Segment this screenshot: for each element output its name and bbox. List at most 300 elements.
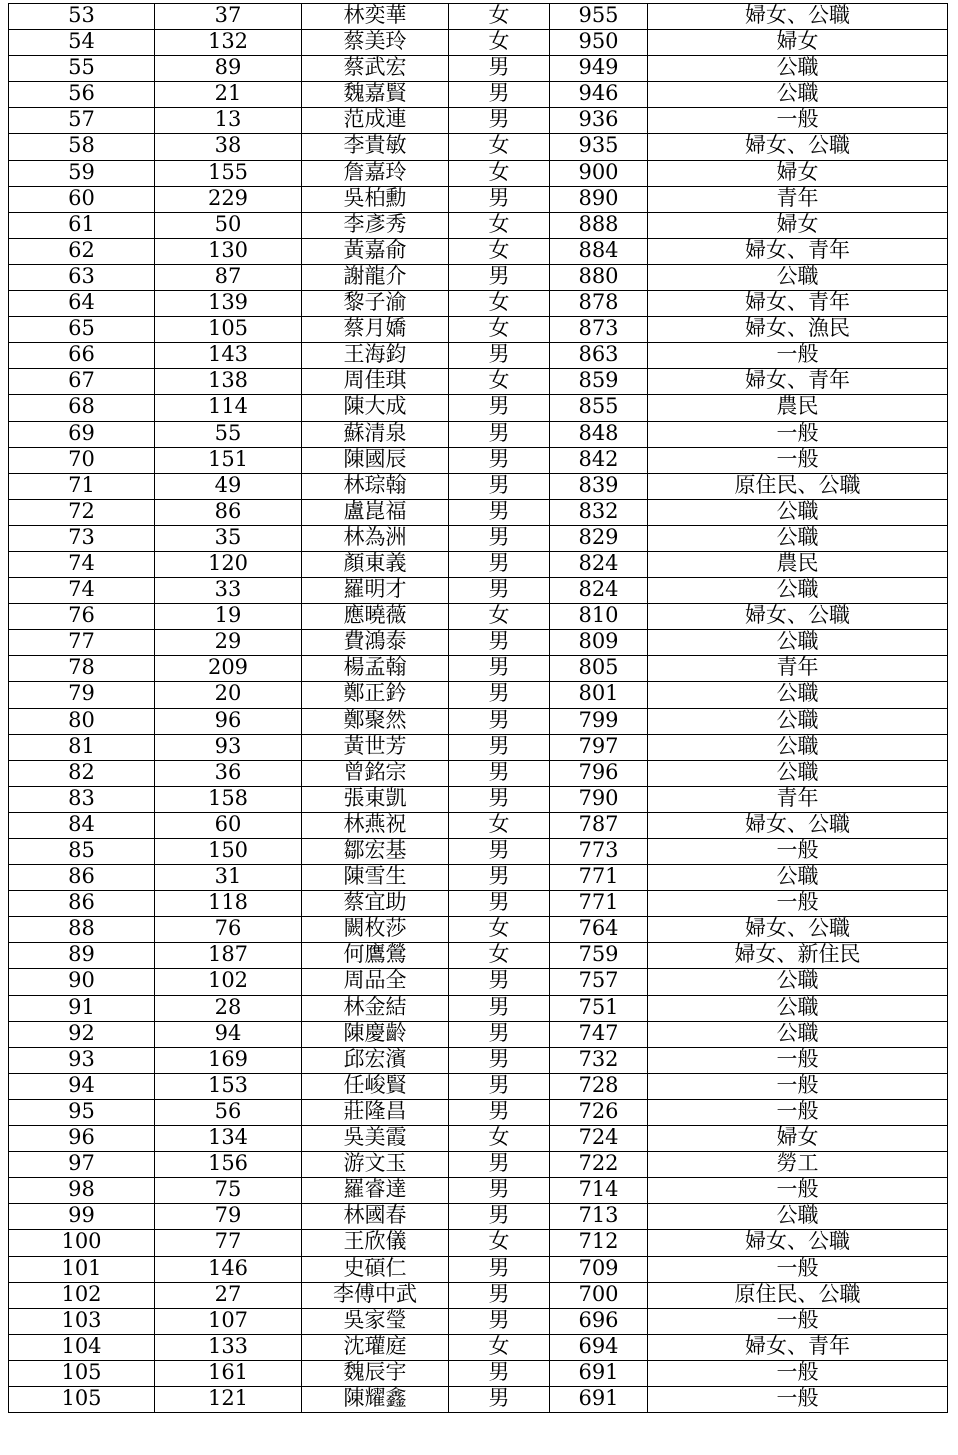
score-cell: 950 <box>550 30 648 56</box>
number-cell: 37 <box>155 4 302 30</box>
score-cell: 790 <box>550 786 648 812</box>
name-cell: 費鴻泰 <box>302 630 449 656</box>
name-cell: 林國春 <box>302 1204 449 1230</box>
name-cell: 李彥秀 <box>302 212 449 238</box>
number-cell: 153 <box>155 1073 302 1099</box>
table-row <box>9 1021 948 1047</box>
rank-cell: 70 <box>9 447 155 473</box>
rank-cell: 71 <box>9 473 155 499</box>
table-row <box>9 551 948 577</box>
name-cell: 魏嘉賢 <box>302 82 449 108</box>
table-row <box>9 917 948 943</box>
name-cell: 周佳琪 <box>302 369 449 395</box>
gender-cell: 女 <box>449 1334 550 1360</box>
rank-cell: 93 <box>9 1047 155 1073</box>
score-cell: 799 <box>550 708 648 734</box>
category-cell: 公職 <box>648 969 948 995</box>
score-cell: 824 <box>550 551 648 577</box>
name-cell: 游文玉 <box>302 1152 449 1178</box>
number-cell: 187 <box>155 943 302 969</box>
gender-cell: 男 <box>449 578 550 604</box>
category-cell: 婦女 <box>648 1126 948 1152</box>
gender-cell: 女 <box>449 943 550 969</box>
table-row <box>9 734 948 760</box>
table-row <box>9 1230 948 1256</box>
score-cell: 863 <box>550 343 648 369</box>
name-cell: 林為洲 <box>302 525 449 551</box>
table-row <box>9 604 948 630</box>
score-cell: 880 <box>550 264 648 290</box>
score-cell: 732 <box>550 1047 648 1073</box>
rank-cell: 80 <box>9 708 155 734</box>
score-cell: 900 <box>550 160 648 186</box>
table-row <box>9 1308 948 1334</box>
name-cell: 黎子渝 <box>302 291 449 317</box>
ranking-table-body <box>9 4 948 1413</box>
gender-cell: 男 <box>449 839 550 865</box>
number-cell: 13 <box>155 108 302 134</box>
score-cell: 696 <box>550 1308 648 1334</box>
score-cell: 694 <box>550 1334 648 1360</box>
score-cell: 839 <box>550 473 648 499</box>
name-cell: 吳家瑩 <box>302 1308 449 1334</box>
category-cell: 婦女、公職 <box>648 812 948 838</box>
gender-cell: 男 <box>449 969 550 995</box>
category-cell: 公職 <box>648 525 948 551</box>
table-row <box>9 1152 948 1178</box>
category-cell: 青年 <box>648 186 948 212</box>
category-cell: 婦女、青年 <box>648 238 948 264</box>
name-cell: 顏東義 <box>302 551 449 577</box>
score-cell: 946 <box>550 82 648 108</box>
category-cell: 婦女 <box>648 212 948 238</box>
category-cell: 公職 <box>648 82 948 108</box>
name-cell: 楊孟翰 <box>302 656 449 682</box>
rank-cell: 57 <box>9 108 155 134</box>
score-cell: 888 <box>550 212 648 238</box>
gender-cell: 男 <box>449 760 550 786</box>
category-cell: 一般 <box>648 1073 948 1099</box>
table-row <box>9 656 948 682</box>
number-cell: 120 <box>155 551 302 577</box>
gender-cell: 男 <box>449 82 550 108</box>
category-cell: 農民 <box>648 551 948 577</box>
gender-cell: 男 <box>449 1256 550 1282</box>
category-cell: 一般 <box>648 343 948 369</box>
number-cell: 55 <box>155 421 302 447</box>
gender-cell: 男 <box>449 499 550 525</box>
rank-cell: 69 <box>9 421 155 447</box>
table-row <box>9 786 948 812</box>
table-row <box>9 1073 948 1099</box>
table-row <box>9 1282 948 1308</box>
name-cell: 鄭聚然 <box>302 708 449 734</box>
score-cell: 829 <box>550 525 648 551</box>
rank-cell: 90 <box>9 969 155 995</box>
gender-cell: 男 <box>449 734 550 760</box>
rank-cell: 54 <box>9 30 155 56</box>
category-cell: 婦女、公職 <box>648 1230 948 1256</box>
score-cell: 797 <box>550 734 648 760</box>
score-cell: 764 <box>550 917 648 943</box>
gender-cell: 男 <box>449 630 550 656</box>
name-cell: 張東凱 <box>302 786 449 812</box>
category-cell: 一般 <box>648 108 948 134</box>
number-cell: 21 <box>155 82 302 108</box>
table-row <box>9 1256 948 1282</box>
number-cell: 118 <box>155 891 302 917</box>
number-cell: 60 <box>155 812 302 838</box>
table-row <box>9 4 948 30</box>
gender-cell: 男 <box>449 1386 550 1412</box>
gender-cell: 男 <box>449 56 550 82</box>
category-cell: 公職 <box>648 1204 948 1230</box>
score-cell: 842 <box>550 447 648 473</box>
gender-cell: 女 <box>449 369 550 395</box>
table-row <box>9 395 948 421</box>
name-cell: 邱宏濱 <box>302 1047 449 1073</box>
rank-cell: 89 <box>9 943 155 969</box>
category-cell: 婦女、公職 <box>648 4 948 30</box>
table-row <box>9 30 948 56</box>
number-cell: 130 <box>155 238 302 264</box>
name-cell: 林金結 <box>302 995 449 1021</box>
gender-cell: 男 <box>449 891 550 917</box>
score-cell: 747 <box>550 1021 648 1047</box>
gender-cell: 男 <box>449 264 550 290</box>
score-cell: 805 <box>550 656 648 682</box>
name-cell: 沈瓘庭 <box>302 1334 449 1360</box>
number-cell: 133 <box>155 1334 302 1360</box>
rank-cell: 55 <box>9 56 155 82</box>
score-cell: 787 <box>550 812 648 838</box>
number-cell: 102 <box>155 969 302 995</box>
score-cell: 771 <box>550 865 648 891</box>
rank-cell: 92 <box>9 1021 155 1047</box>
rank-cell: 98 <box>9 1178 155 1204</box>
table-row <box>9 1386 948 1412</box>
rank-cell: 58 <box>9 134 155 160</box>
table-row <box>9 421 948 447</box>
table-row <box>9 1126 948 1152</box>
gender-cell: 男 <box>449 1178 550 1204</box>
rank-cell: 100 <box>9 1230 155 1256</box>
name-cell: 莊隆昌 <box>302 1099 449 1125</box>
name-cell: 應曉薇 <box>302 604 449 630</box>
rank-cell: 72 <box>9 499 155 525</box>
number-cell: 79 <box>155 1204 302 1230</box>
number-cell: 38 <box>155 134 302 160</box>
score-cell: 714 <box>550 1178 648 1204</box>
score-cell: 728 <box>550 1073 648 1099</box>
category-cell: 一般 <box>648 1360 948 1386</box>
category-cell: 一般 <box>648 1308 948 1334</box>
rank-cell: 64 <box>9 291 155 317</box>
rank-cell: 94 <box>9 1073 155 1099</box>
rank-cell: 68 <box>9 395 155 421</box>
score-cell: 848 <box>550 421 648 447</box>
score-cell: 712 <box>550 1230 648 1256</box>
category-cell: 公職 <box>648 734 948 760</box>
gender-cell: 女 <box>449 917 550 943</box>
gender-cell: 男 <box>449 1360 550 1386</box>
name-cell: 蔡美玲 <box>302 30 449 56</box>
rank-cell: 86 <box>9 891 155 917</box>
category-cell: 公職 <box>648 760 948 786</box>
number-cell: 138 <box>155 369 302 395</box>
rank-cell: 67 <box>9 369 155 395</box>
table-row <box>9 317 948 343</box>
name-cell: 任峻賢 <box>302 1073 449 1099</box>
name-cell: 鄭正鈐 <box>302 682 449 708</box>
table-row <box>9 264 948 290</box>
gender-cell: 男 <box>449 708 550 734</box>
category-cell: 公職 <box>648 682 948 708</box>
number-cell: 35 <box>155 525 302 551</box>
category-cell: 公職 <box>648 1021 948 1047</box>
rank-cell: 88 <box>9 917 155 943</box>
number-cell: 161 <box>155 1360 302 1386</box>
rank-cell: 99 <box>9 1204 155 1230</box>
rank-cell: 73 <box>9 525 155 551</box>
gender-cell: 女 <box>449 317 550 343</box>
category-cell: 一般 <box>648 1099 948 1125</box>
category-cell: 婦女、青年 <box>648 369 948 395</box>
category-cell: 婦女、青年 <box>648 291 948 317</box>
number-cell: 229 <box>155 186 302 212</box>
number-cell: 151 <box>155 447 302 473</box>
rank-cell: 65 <box>9 317 155 343</box>
rank-cell: 63 <box>9 264 155 290</box>
name-cell: 李傅中武 <box>302 1282 449 1308</box>
number-cell: 121 <box>155 1386 302 1412</box>
name-cell: 黃嘉俞 <box>302 238 449 264</box>
number-cell: 132 <box>155 30 302 56</box>
gender-cell: 男 <box>449 1204 550 1230</box>
gender-cell: 男 <box>449 1152 550 1178</box>
name-cell: 盧崑福 <box>302 499 449 525</box>
name-cell: 陳國辰 <box>302 447 449 473</box>
table-row <box>9 943 948 969</box>
number-cell: 77 <box>155 1230 302 1256</box>
score-cell: 810 <box>550 604 648 630</box>
name-cell: 陳雪生 <box>302 865 449 891</box>
name-cell: 蔡月嬌 <box>302 317 449 343</box>
rank-cell: 83 <box>9 786 155 812</box>
number-cell: 86 <box>155 499 302 525</box>
name-cell: 蘇清泉 <box>302 421 449 447</box>
number-cell: 107 <box>155 1308 302 1334</box>
rank-cell: 62 <box>9 238 155 264</box>
category-cell: 農民 <box>648 395 948 421</box>
number-cell: 76 <box>155 917 302 943</box>
number-cell: 19 <box>155 604 302 630</box>
gender-cell: 男 <box>449 525 550 551</box>
category-cell: 勞工 <box>648 1152 948 1178</box>
name-cell: 范成連 <box>302 108 449 134</box>
table-row <box>9 969 948 995</box>
rank-cell: 95 <box>9 1099 155 1125</box>
rank-cell: 56 <box>9 82 155 108</box>
gender-cell: 男 <box>449 447 550 473</box>
score-cell: 691 <box>550 1360 648 1386</box>
rank-cell: 74 <box>9 578 155 604</box>
rank-cell: 96 <box>9 1126 155 1152</box>
gender-cell: 女 <box>449 30 550 56</box>
category-cell: 青年 <box>648 656 948 682</box>
number-cell: 36 <box>155 760 302 786</box>
name-cell: 林奕華 <box>302 4 449 30</box>
table-row <box>9 447 948 473</box>
number-cell: 50 <box>155 212 302 238</box>
number-cell: 94 <box>155 1021 302 1047</box>
number-cell: 209 <box>155 656 302 682</box>
score-cell: 713 <box>550 1204 648 1230</box>
rank-cell: 53 <box>9 4 155 30</box>
name-cell: 陳慶齡 <box>302 1021 449 1047</box>
name-cell: 林琮翰 <box>302 473 449 499</box>
table-row <box>9 1047 948 1073</box>
score-cell: 796 <box>550 760 648 786</box>
category-cell: 公職 <box>648 995 948 1021</box>
name-cell: 吳柏勳 <box>302 186 449 212</box>
name-cell: 陳大成 <box>302 395 449 421</box>
rank-cell: 102 <box>9 1282 155 1308</box>
score-cell: 771 <box>550 891 648 917</box>
name-cell: 蔡宜助 <box>302 891 449 917</box>
number-cell: 158 <box>155 786 302 812</box>
rank-cell: 60 <box>9 186 155 212</box>
score-cell: 855 <box>550 395 648 421</box>
gender-cell: 男 <box>449 1308 550 1334</box>
gender-cell: 男 <box>449 1099 550 1125</box>
gender-cell: 男 <box>449 108 550 134</box>
table-row <box>9 578 948 604</box>
rank-cell: 97 <box>9 1152 155 1178</box>
name-cell: 闕枚莎 <box>302 917 449 943</box>
rank-cell: 84 <box>9 812 155 838</box>
rank-cell: 76 <box>9 604 155 630</box>
name-cell: 林燕祝 <box>302 812 449 838</box>
number-cell: 156 <box>155 1152 302 1178</box>
name-cell: 史碩仁 <box>302 1256 449 1282</box>
table-row <box>9 525 948 551</box>
rank-cell: 61 <box>9 212 155 238</box>
number-cell: 89 <box>155 56 302 82</box>
table-row <box>9 238 948 264</box>
score-cell: 859 <box>550 369 648 395</box>
number-cell: 33 <box>155 578 302 604</box>
category-cell: 公職 <box>648 865 948 891</box>
number-cell: 29 <box>155 630 302 656</box>
rank-cell: 104 <box>9 1334 155 1360</box>
score-cell: 949 <box>550 56 648 82</box>
number-cell: 27 <box>155 1282 302 1308</box>
gender-cell: 男 <box>449 473 550 499</box>
gender-cell: 女 <box>449 238 550 264</box>
category-cell: 婦女、公職 <box>648 604 948 630</box>
number-cell: 150 <box>155 839 302 865</box>
name-cell: 鄒宏基 <box>302 839 449 865</box>
table-row <box>9 1334 948 1360</box>
gender-cell: 女 <box>449 291 550 317</box>
name-cell: 蔡武宏 <box>302 56 449 82</box>
table-row <box>9 708 948 734</box>
rank-cell: 105 <box>9 1386 155 1412</box>
number-cell: 155 <box>155 160 302 186</box>
category-cell: 一般 <box>648 1386 948 1412</box>
rank-cell: 105 <box>9 1360 155 1386</box>
gender-cell: 男 <box>449 1047 550 1073</box>
category-cell: 婦女、公職 <box>648 134 948 160</box>
score-cell: 824 <box>550 578 648 604</box>
table-row <box>9 56 948 82</box>
category-cell: 婦女、青年 <box>648 1334 948 1360</box>
number-cell: 146 <box>155 1256 302 1282</box>
category-cell: 公職 <box>648 56 948 82</box>
category-cell: 婦女、漁民 <box>648 317 948 343</box>
score-cell: 700 <box>550 1282 648 1308</box>
rank-cell: 74 <box>9 551 155 577</box>
category-cell: 一般 <box>648 1178 948 1204</box>
name-cell: 李貴敏 <box>302 134 449 160</box>
score-cell: 936 <box>550 108 648 134</box>
score-cell: 801 <box>550 682 648 708</box>
name-cell: 何鷹鶯 <box>302 943 449 969</box>
category-cell: 公職 <box>648 708 948 734</box>
score-cell: 935 <box>550 134 648 160</box>
rank-cell: 91 <box>9 995 155 1021</box>
name-cell: 羅明才 <box>302 578 449 604</box>
category-cell: 婦女 <box>648 160 948 186</box>
gender-cell: 女 <box>449 212 550 238</box>
ranking-table <box>8 3 948 1413</box>
table-row <box>9 995 948 1021</box>
table-row <box>9 1360 948 1386</box>
gender-cell: 女 <box>449 812 550 838</box>
score-cell: 832 <box>550 499 648 525</box>
name-cell: 王海鈞 <box>302 343 449 369</box>
gender-cell: 男 <box>449 421 550 447</box>
table-row <box>9 82 948 108</box>
table-row <box>9 473 948 499</box>
gender-cell: 男 <box>449 343 550 369</box>
number-cell: 169 <box>155 1047 302 1073</box>
category-cell: 公職 <box>648 264 948 290</box>
category-cell: 一般 <box>648 891 948 917</box>
gender-cell: 男 <box>449 1021 550 1047</box>
table-row <box>9 865 948 891</box>
name-cell: 羅睿達 <box>302 1178 449 1204</box>
rank-cell: 82 <box>9 760 155 786</box>
table-row <box>9 630 948 656</box>
gender-cell: 女 <box>449 160 550 186</box>
rank-cell: 59 <box>9 160 155 186</box>
rank-cell: 85 <box>9 839 155 865</box>
score-cell: 757 <box>550 969 648 995</box>
table-row <box>9 1204 948 1230</box>
category-cell: 婦女 <box>648 30 948 56</box>
table-row <box>9 291 948 317</box>
rank-cell: 66 <box>9 343 155 369</box>
gender-cell: 男 <box>449 186 550 212</box>
name-cell: 謝龍介 <box>302 264 449 290</box>
number-cell: 28 <box>155 995 302 1021</box>
table-row <box>9 212 948 238</box>
number-cell: 31 <box>155 865 302 891</box>
name-cell: 周品全 <box>302 969 449 995</box>
category-cell: 婦女、公職 <box>648 917 948 943</box>
